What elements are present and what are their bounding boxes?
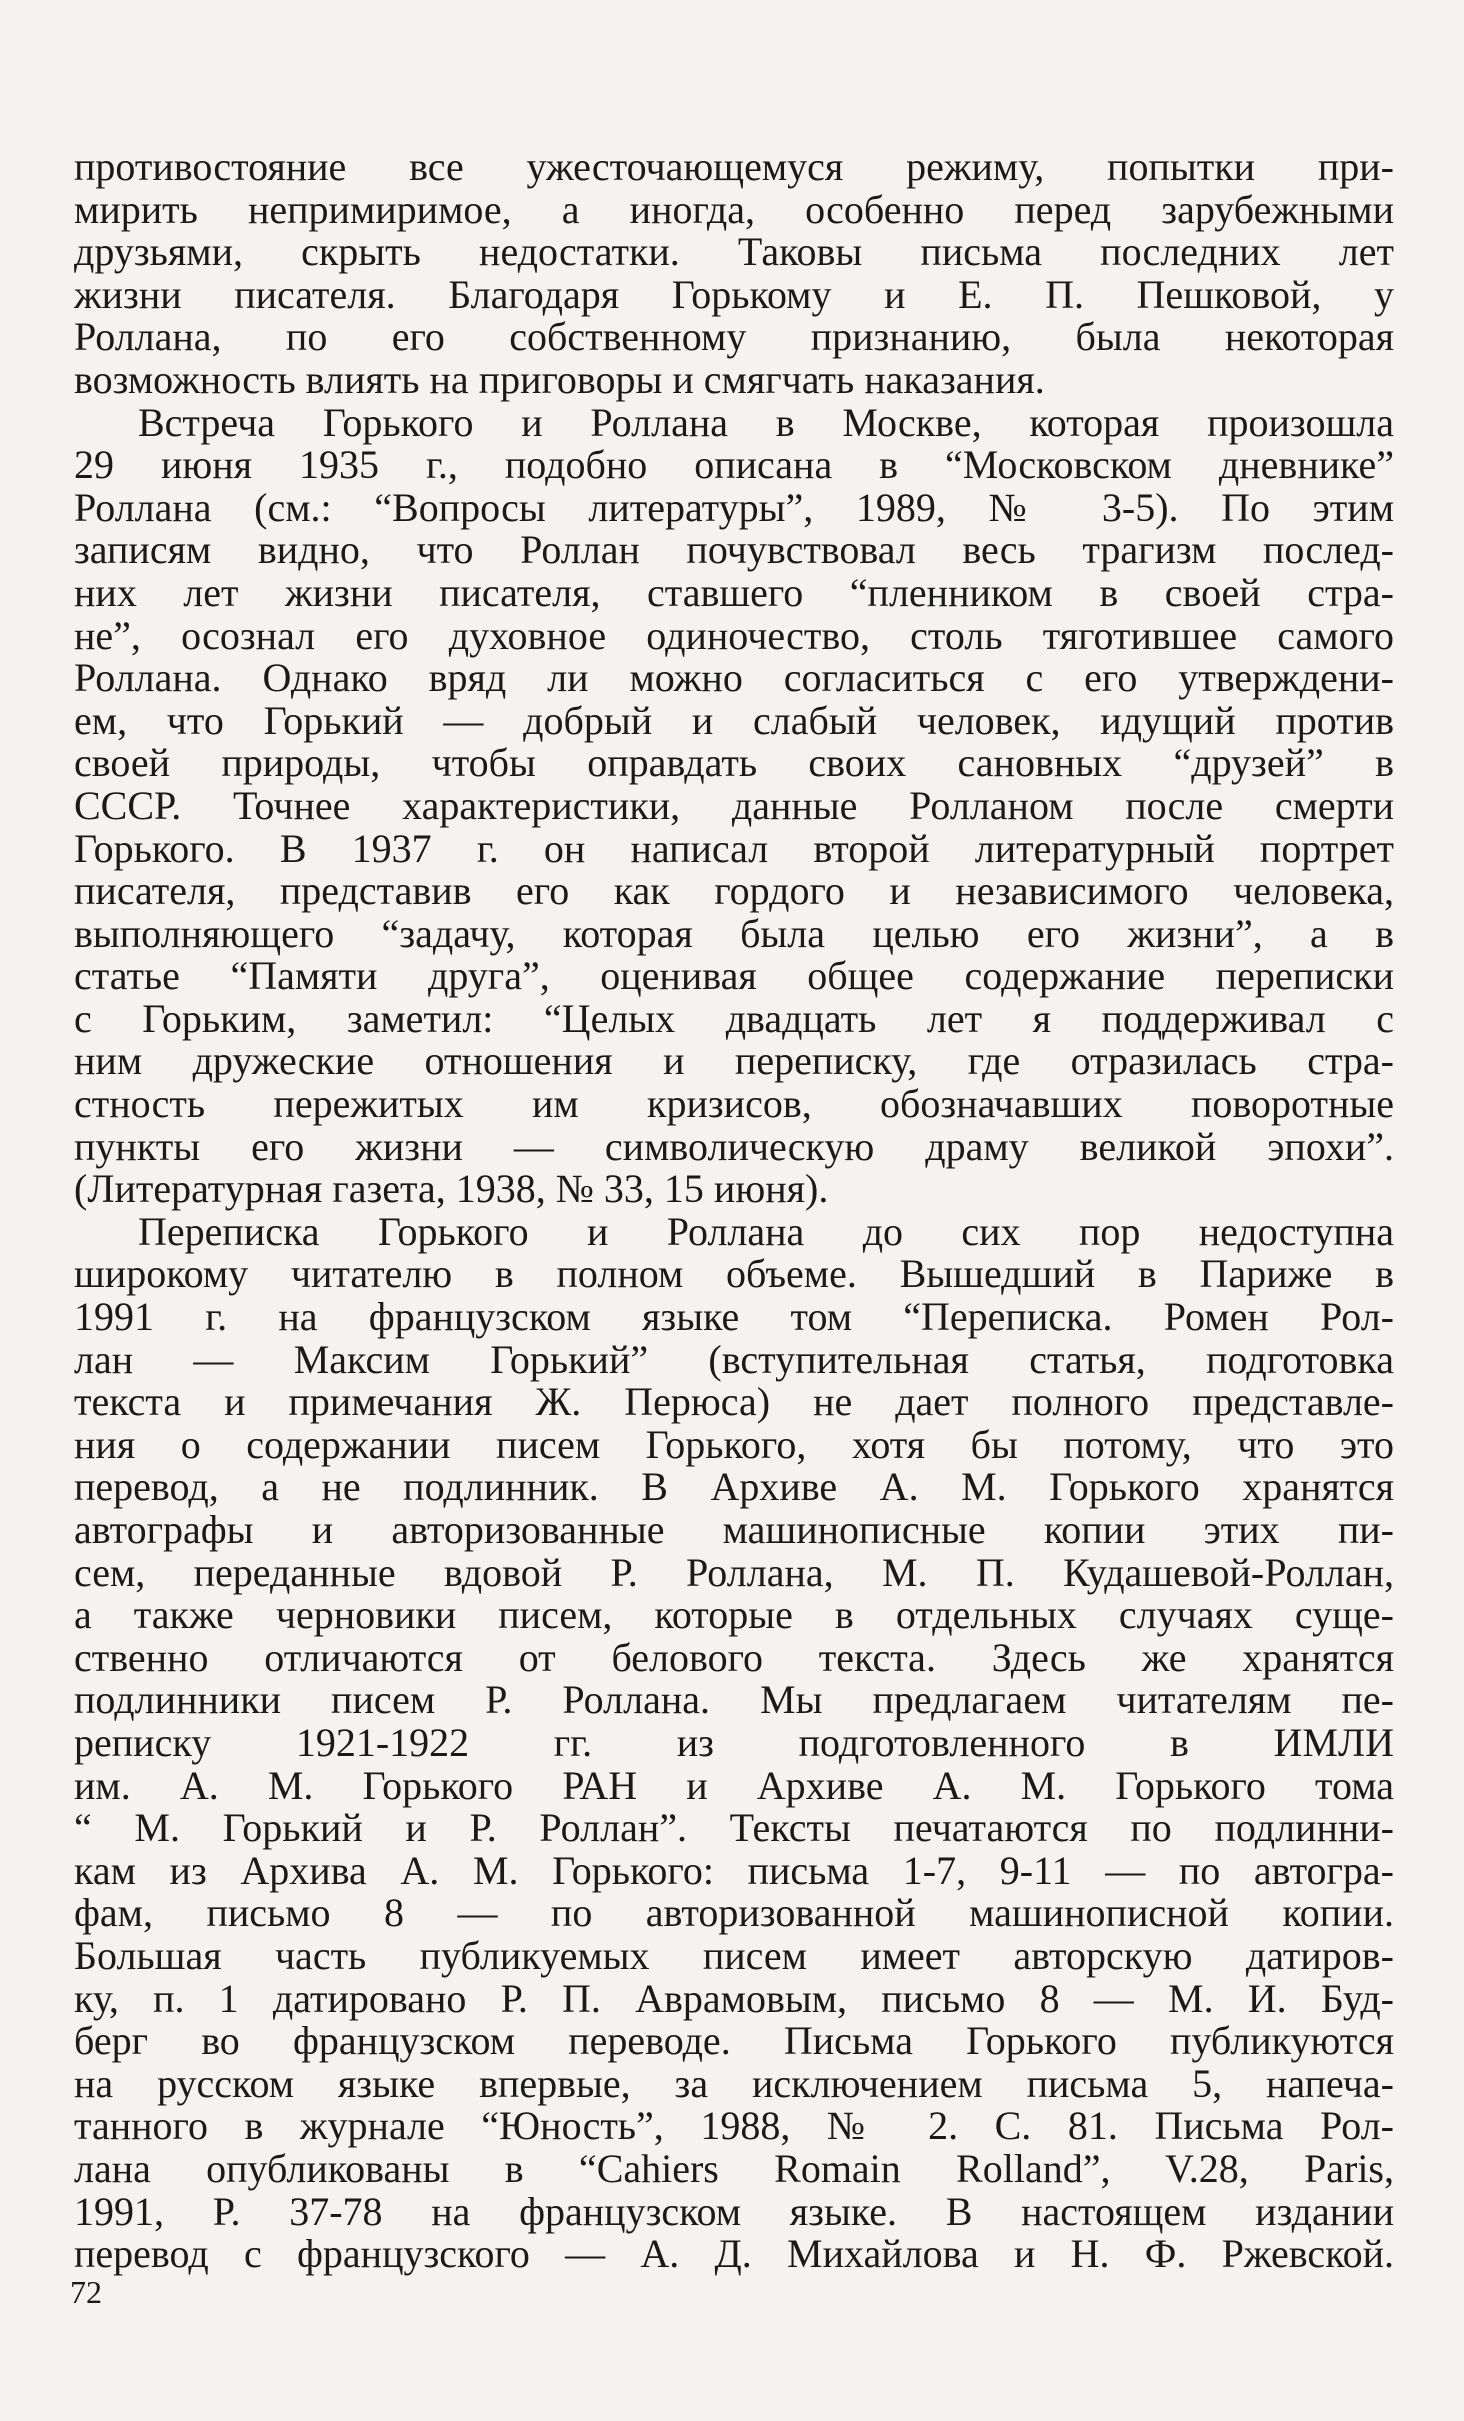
text-line: выполняющего “задачу, которая была целью его жизни”, а в [74,910,1394,956]
text-line: записям видно, что Роллан почувствовал весь трагизм послед- [74,527,1394,573]
text-line: ственно отличаются от белового текста. Здесь же хранятся [74,1634,1394,1680]
text-line: ку, п. 1 датировано Р. П. Аврамовым, письмо 8 — М. И. Буд- [74,1975,1394,2021]
text-line: перевод, а не подлинник. В Архиве А. М. Горького хранятся [74,1464,1394,1510]
text-line: фам, письмо 8 — по авторизованной машинописной копии. [74,1890,1394,1936]
text-line: перевод с французского — А. Д. Михайлова и Н. Ф. Ржевской. [74,2231,1394,2277]
text-line: них лет жизни писателя, ставшего “пленником в своей стра- [74,569,1394,615]
page-number: 72 [70,2274,102,2310]
text-line: (Литературная газета, 1938, № 33, 15 июня). [74,1166,829,1212]
text-line: Встреча Горького и Роллана в Москве, которая произошла [138,399,1394,445]
body-text [74,146,1394,2276]
text-line: Переписка Горького и Роллана до сих пор недоступна [138,1208,1394,1254]
text-line: жизни писателя. Благодаря Горькому и Е. П. Пешковой, у [74,271,1394,317]
text-line: Роллана (см.: “Вопросы литературы”, 1989, № 3-5). По этим [74,484,1394,530]
text-line: а также черновики писем, которые в отдельных случаях суще- [74,1592,1394,1638]
text-line: танного в журнале “Юность”, 1988, № 2. С. 81. Письма Рол- [74,2103,1394,2149]
text-line: возможность влиять на приговоры и смягчать наказания. [74,356,1045,402]
text-line: лан — Максим Горький” (вступительная статья, подготовка [74,1336,1394,1382]
text-line: пункты его жизни — символическую драму великой эпохи”. [74,1123,1394,1169]
text-line: лана опубликованы в “Cahiers Romain Rolland”, V.28, Paris, [74,2145,1394,2191]
text-line: своей природы, чтобы оправдать своих сановных “друзей” в [74,740,1394,786]
text-line: широкому читателю в полном объеме. Вышедший в Париже в [74,1251,1394,1297]
text-line: ним дружеские отношения и переписку, где отразилась стра- [74,1038,1394,1084]
text-line: 1991, P. 37-78 на французском языке. В настоящем издании [74,2188,1394,2234]
text-line: ния о содержании писем Горького, хотя бы потому, что это [74,1421,1394,1467]
text-line: сем, переданные вдовой Р. Роллана, М. П. Кудашевой-Роллан, [74,1549,1394,1595]
text-line: противостояние все ужесточающемуся режиму, попытки при- [74,144,1394,189]
text-line: автографы и авторизованные машинописные копии этих пи- [74,1507,1394,1552]
text-line: ем, что Горький — добрый и слабый человек, идущий против [74,697,1394,743]
text-line: реписку 1921-1922 гг. из подготовленного в ИМЛИ [74,1719,1394,1765]
text-line: писателя, представив его как гордого и независимого человека, [74,868,1394,914]
text-line: Горького. В 1937 г. он написал второй литературный портрет [74,825,1394,871]
text-line: стность пережитых им кризисов, обозначавших поворотные [74,1081,1394,1127]
text-line: Большая часть публикуемых писем имеет авторскую датиров- [74,1932,1394,1978]
text-line: 29 июня 1935 г., подобно описана в “Московском дневнике” [74,442,1394,488]
text-line: не”, осознал его духовное одиночество, столь тяготившее самого [74,612,1394,658]
text-line: “ М. Горький и Р. Роллан”. Тексты печатаются по подлинни- [74,1805,1394,1851]
text-line: мирить непримиримое, а иногда, особенно перед зарубежными [74,186,1394,232]
text-line: подлинники писем Р. Роллана. Мы предлагаем читателям пе- [74,1677,1394,1723]
text-line: 1991 г. на французском языке том “Переписка. Ромен Рол- [74,1294,1394,1340]
text-line: Роллана. Однако вряд ли можно согласиться с его утверждени- [74,655,1394,701]
text-line: на русском языке впервые, за исключением письма 5, напеча- [74,2060,1394,2106]
text-line: берг во французском переводе. Письма Горького публикуются [74,2018,1394,2064]
text-line: кам из Архива А. М. Горького: письма 1-7, 9-11 — по автогра- [74,1847,1394,1893]
text-line: им. А. М. Горького РАН и Архиве А. М. Горького тома [74,1762,1394,1808]
text-line: друзьями, скрыть недостатки. Таковы письма последних лет [74,229,1394,275]
text-line: СССР. Точнее характеристики, данные Ролланом после смерти [74,782,1394,828]
text-line: с Горьким, заметил: “Целых двадцать лет я поддерживал с [74,995,1394,1041]
text-line: Роллана, по его собственному признанию, была некоторая [74,314,1394,360]
text-line: текста и примечания Ж. Перюса) не дает полного представле- [74,1379,1394,1425]
text-line: статье “Памяти друга”, оценивая общее содержание переписки [74,953,1394,999]
